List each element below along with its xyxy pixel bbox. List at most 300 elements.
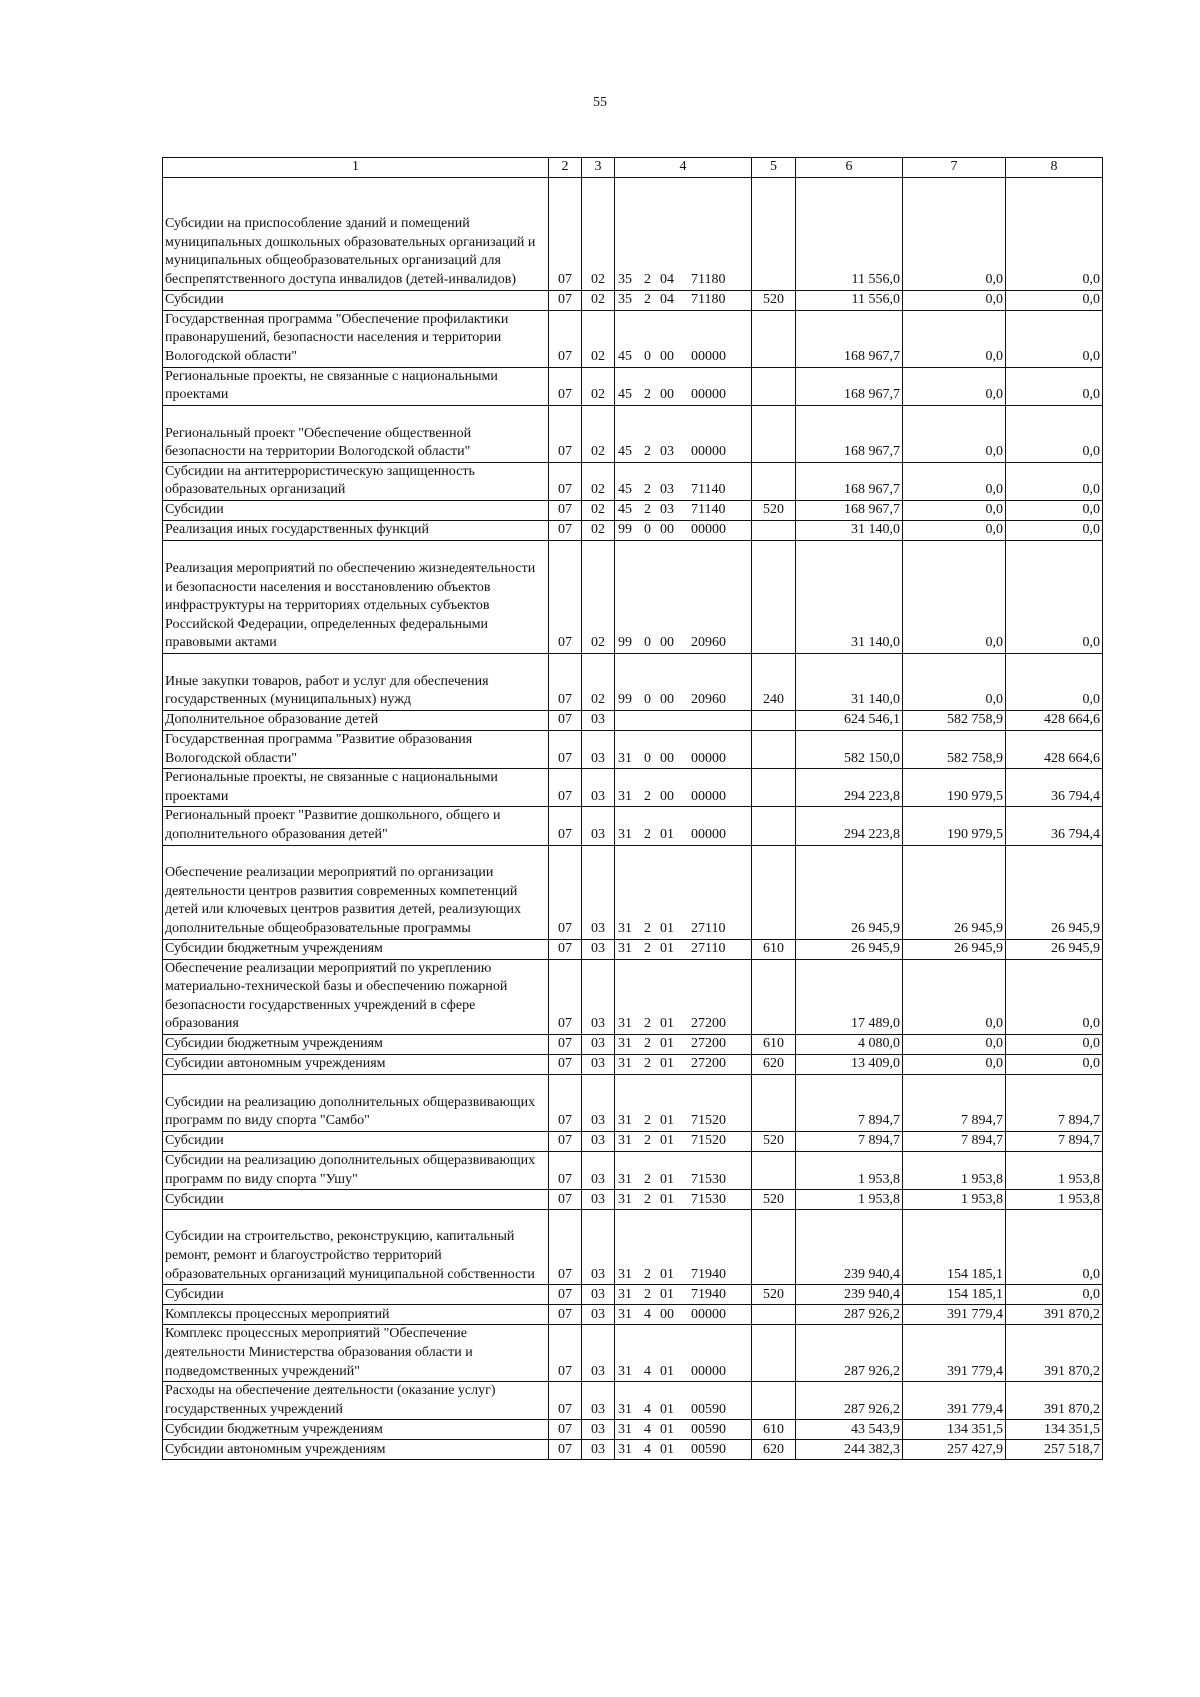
- col-header-6: 6: [796, 158, 903, 178]
- row-subsection-code: 03: [582, 959, 615, 1034]
- target-article-part-1: 35: [618, 292, 632, 307]
- target-article-part-1: 31: [618, 1191, 632, 1207]
- row-amount-col8: 0,0: [1006, 177, 1103, 290]
- row-amount-col7: 154 185,1: [903, 1210, 1006, 1285]
- row-section-code: 07: [549, 1305, 582, 1325]
- target-article-part-4: 71530: [691, 1171, 726, 1187]
- row-amount-col6: 239 940,4: [796, 1285, 903, 1305]
- row-amount-col6: 168 967,7: [796, 367, 903, 405]
- target-article-part-3: 01: [660, 1016, 674, 1032]
- target-article-part-1: 31: [618, 1363, 632, 1379]
- row-description: Субсидии на реализацию дополнительных общеразвивающих программ по виду спорта "Ушу": [163, 1151, 549, 1189]
- target-article-part-4: 20960: [691, 635, 726, 651]
- row-subsection-code: 03: [582, 1074, 615, 1131]
- row-expense-type-code: [752, 1210, 796, 1285]
- row-amount-col8: 26 945,9: [1006, 939, 1103, 959]
- row-expense-type-code: 620: [752, 1440, 796, 1460]
- row-amount-col7: 0,0: [903, 959, 1006, 1034]
- row-section-code: 07: [549, 367, 582, 405]
- table-row: [163, 367, 1103, 405]
- col-header-7: 7: [903, 158, 1006, 178]
- table-row: [163, 1151, 1103, 1189]
- row-amount-col7: 0,0: [903, 290, 1006, 310]
- row-subsection-code: 03: [582, 939, 615, 959]
- row-amount-col8: 0,0: [1006, 1054, 1103, 1074]
- target-article-part-3: 00: [660, 635, 674, 651]
- row-section-code: 07: [549, 520, 582, 540]
- target-article-part-4: 00000: [691, 349, 726, 364]
- target-article-part-1: 99: [618, 635, 632, 651]
- row-expense-type-code: [752, 1151, 796, 1189]
- row-amount-col6: 239 940,4: [796, 1210, 903, 1285]
- row-expense-type-code: [752, 367, 796, 405]
- table-row: [163, 1074, 1103, 1131]
- budget-table: [162, 157, 1103, 1460]
- row-amount-col6: 26 945,9: [796, 939, 903, 959]
- row-expense-type-code: [752, 730, 796, 768]
- target-article-part-1: 31: [618, 788, 632, 804]
- table-row: [163, 1034, 1103, 1054]
- target-article-part-2: 2: [644, 1171, 651, 1187]
- col-header-1: 1: [163, 158, 549, 178]
- row-subsection-code: 03: [582, 1131, 615, 1151]
- row-target-article-code: [615, 500, 752, 520]
- row-expense-type-code: 520: [752, 290, 796, 310]
- row-amount-col6: 294 223,8: [796, 807, 903, 845]
- row-description: Субсидии автономным учреждениям: [163, 1440, 549, 1460]
- row-description: Региональный проект "Обеспечение общественной безопасности на территории Вологодской области": [163, 405, 549, 462]
- row-section-code: 07: [549, 845, 582, 939]
- row-subsection-code: 03: [582, 1382, 615, 1420]
- target-article-part-1: 31: [618, 1266, 632, 1282]
- target-article-part-1: 31: [618, 1286, 632, 1302]
- table-row: [163, 1190, 1103, 1210]
- row-target-article-code: [615, 462, 752, 500]
- row-description: Государственная программа "Обеспечение профилактики правонарушений, безопасности населения и территории Вологодской области": [163, 310, 549, 367]
- target-article-part-1: 99: [618, 692, 632, 708]
- row-amount-col8: 0,0: [1006, 367, 1103, 405]
- row-target-article-code: [615, 710, 752, 730]
- row-amount-col7: 190 979,5: [903, 769, 1006, 807]
- row-expense-type-code: [752, 1305, 796, 1325]
- target-article-part-4: 71140: [691, 502, 726, 518]
- row-expense-type-code: [752, 1325, 796, 1382]
- row-expense-type-code: 240: [752, 653, 796, 710]
- row-section-code: 07: [549, 959, 582, 1034]
- row-section-code: 07: [549, 310, 582, 367]
- table-row: [163, 310, 1103, 367]
- row-subsection-code: 03: [582, 1305, 615, 1325]
- row-amount-col7: 7 894,7: [903, 1074, 1006, 1131]
- row-amount-col8: 0,0: [1006, 653, 1103, 710]
- row-section-code: 07: [549, 1285, 582, 1305]
- col-header-3: 3: [582, 158, 615, 178]
- target-article-part-3: 00: [660, 349, 674, 364]
- row-section-code: 07: [549, 405, 582, 462]
- target-article-part-4: 71520: [691, 1113, 726, 1129]
- target-article-part-4: 00590: [691, 1401, 726, 1417]
- row-description: Субсидии: [163, 1285, 549, 1305]
- row-amount-col7: 257 427,9: [903, 1440, 1006, 1460]
- row-amount-col8: 0,0: [1006, 290, 1103, 310]
- target-article-part-2: 4: [644, 1441, 651, 1457]
- row-subsection-code: 03: [582, 769, 615, 807]
- target-article-part-4: 00590: [691, 1441, 726, 1457]
- header-row: [163, 158, 1103, 178]
- row-section-code: 07: [549, 500, 582, 520]
- table-row: [163, 710, 1103, 730]
- target-article-part-2: 0: [644, 349, 651, 364]
- row-amount-col7: 1 953,8: [903, 1151, 1006, 1189]
- row-amount-col6: 11 556,0: [796, 177, 903, 290]
- row-subsection-code: 03: [582, 1034, 615, 1054]
- row-amount-col7: 0,0: [903, 1054, 1006, 1074]
- row-subsection-code: 03: [582, 1054, 615, 1074]
- row-expense-type-code: [752, 845, 796, 939]
- row-expense-type-code: 610: [752, 1420, 796, 1440]
- row-section-code: 07: [549, 1440, 582, 1460]
- target-article-part-4: 27110: [691, 920, 726, 936]
- row-expense-type-code: 520: [752, 1131, 796, 1151]
- row-subsection-code: 02: [582, 367, 615, 405]
- row-description: Субсидии на приспособление зданий и помещений муниципальных дошкольных образовательных организаций и муниципальных общеобразовательных организаций для беспрепятственного доступа инвалидов (детей-инвалидов): [163, 177, 549, 290]
- target-article-part-1: 31: [618, 1036, 632, 1052]
- row-amount-col7: 26 945,9: [903, 939, 1006, 959]
- target-article-part-1: 31: [618, 1133, 632, 1149]
- row-description: Региональные проекты, не связанные с национальными проектами: [163, 367, 549, 405]
- target-article-part-4: 27200: [691, 1016, 726, 1032]
- row-section-code: 07: [549, 939, 582, 959]
- target-article-part-1: 31: [618, 1421, 632, 1437]
- table-row: [163, 769, 1103, 807]
- row-description: Региональные проекты, не связанные с национальными проектами: [163, 769, 549, 807]
- row-expense-type-code: [752, 405, 796, 462]
- row-description: Субсидии на строительство, реконструкцию, капитальный ремонт, ремонт и благоустройство территорий образовательных организаций муниципальной собственности: [163, 1210, 549, 1285]
- target-article-part-4: 71520: [691, 1133, 726, 1149]
- target-article-part-3: 01: [660, 1133, 674, 1149]
- target-article-part-2: 2: [644, 1036, 651, 1052]
- row-target-article-code: [615, 540, 752, 653]
- row-section-code: 07: [549, 1210, 582, 1285]
- target-article-part-2: 2: [644, 826, 651, 842]
- target-article-part-3: 00: [660, 692, 674, 708]
- row-amount-col6: 31 140,0: [796, 653, 903, 710]
- row-amount-col7: 1 953,8: [903, 1190, 1006, 1210]
- table-row: [163, 1210, 1103, 1285]
- row-amount-col8: 0,0: [1006, 462, 1103, 500]
- row-target-article-code: [615, 959, 752, 1034]
- page-number: 55: [593, 95, 607, 110]
- table-row: [163, 730, 1103, 768]
- row-amount-col6: 13 409,0: [796, 1054, 903, 1074]
- row-description: Дополнительное образование детей: [163, 710, 549, 730]
- target-article-part-2: 2: [644, 920, 651, 936]
- row-target-article-code: [615, 807, 752, 845]
- row-subsection-code: 02: [582, 653, 615, 710]
- row-amount-col6: 1 953,8: [796, 1151, 903, 1189]
- row-expense-type-code: [752, 1382, 796, 1420]
- target-article-part-4: 00000: [691, 826, 726, 842]
- row-amount-col8: 0,0: [1006, 310, 1103, 367]
- target-article-part-2: 0: [644, 692, 651, 708]
- row-section-code: 07: [549, 1420, 582, 1440]
- target-article-part-4: 71940: [691, 1266, 726, 1282]
- target-article-part-3: 01: [660, 1441, 674, 1457]
- table-body: [163, 177, 1103, 1460]
- row-expense-type-code: [752, 710, 796, 730]
- target-article-part-3: 01: [660, 826, 674, 842]
- row-description: Субсидии на антитеррористическую защищенность образовательных организаций: [163, 462, 549, 500]
- row-amount-col8: 134 351,5: [1006, 1420, 1103, 1440]
- row-target-article-code: [615, 405, 752, 462]
- row-expense-type-code: [752, 769, 796, 807]
- row-amount-col6: 168 967,7: [796, 462, 903, 500]
- target-article-part-4: 00000: [691, 522, 726, 538]
- row-amount-col6: 244 382,3: [796, 1440, 903, 1460]
- row-section-code: 07: [549, 807, 582, 845]
- row-description: Расходы на обеспечение деятельности (оказание услуг) государственных учреждений: [163, 1382, 549, 1420]
- row-amount-col8: 0,0: [1006, 500, 1103, 520]
- target-article-part-2: 0: [644, 750, 651, 766]
- row-section-code: 07: [549, 177, 582, 290]
- row-target-article-code: [615, 1074, 752, 1131]
- table-row: [163, 1440, 1103, 1460]
- row-target-article-code: [615, 310, 752, 367]
- table-row: [163, 653, 1103, 710]
- target-article-part-4: 27110: [691, 940, 726, 956]
- row-expense-type-code: 610: [752, 939, 796, 959]
- table-row: [163, 845, 1103, 939]
- row-target-article-code: [615, 730, 752, 768]
- row-expense-type-code: [752, 177, 796, 290]
- row-section-code: 07: [549, 1074, 582, 1131]
- row-target-article-code: [615, 520, 752, 540]
- row-description: Субсидии: [163, 1131, 549, 1151]
- row-description: Субсидии бюджетным учреждениям: [163, 1420, 549, 1440]
- target-article-part-4: 00000: [691, 1306, 726, 1322]
- target-article-part-1: 31: [618, 1171, 632, 1187]
- row-amount-col8: 26 945,9: [1006, 845, 1103, 939]
- row-section-code: 07: [549, 769, 582, 807]
- target-article-part-3: 01: [660, 1191, 674, 1207]
- row-description: Субсидии: [163, 500, 549, 520]
- table-row: [163, 520, 1103, 540]
- row-amount-col7: 391 779,4: [903, 1305, 1006, 1325]
- target-article-part-1: 99: [618, 522, 632, 538]
- row-amount-col6: 17 489,0: [796, 959, 903, 1034]
- target-article-part-4: 71180: [691, 272, 726, 287]
- row-section-code: 07: [549, 290, 582, 310]
- row-subsection-code: 03: [582, 710, 615, 730]
- row-amount-col7: 391 779,4: [903, 1382, 1006, 1420]
- target-article-part-3: 03: [660, 482, 674, 498]
- target-article-part-1: 45: [618, 349, 632, 364]
- table-row: [163, 1285, 1103, 1305]
- target-article-part-1: 31: [618, 1441, 632, 1457]
- target-article-part-1: 31: [618, 920, 632, 936]
- col-header-8: 8: [1006, 158, 1103, 178]
- row-amount-col8: 0,0: [1006, 540, 1103, 653]
- target-article-part-2: 2: [644, 272, 651, 287]
- row-amount-col7: 0,0: [903, 653, 1006, 710]
- row-target-article-code: [615, 1305, 752, 1325]
- target-article-part-1: 45: [618, 482, 632, 498]
- row-target-article-code: [615, 1034, 752, 1054]
- row-amount-col6: 7 894,7: [796, 1074, 903, 1131]
- row-description: Комплекс процессных мероприятий "Обеспечение деятельности Министерства образования области и подведомственных учреждений": [163, 1325, 549, 1382]
- row-amount-col7: 0,0: [903, 177, 1006, 290]
- row-expense-type-code: [752, 1074, 796, 1131]
- target-article-part-2: 2: [644, 1016, 651, 1032]
- row-subsection-code: 03: [582, 1440, 615, 1460]
- table-row: [163, 1382, 1103, 1420]
- target-article-part-3: 01: [660, 1266, 674, 1282]
- table-row: [163, 807, 1103, 845]
- row-amount-col6: 31 140,0: [796, 520, 903, 540]
- row-section-code: 07: [549, 540, 582, 653]
- row-section-code: 07: [549, 462, 582, 500]
- target-article-part-3: 04: [660, 272, 674, 287]
- row-section-code: 07: [549, 1054, 582, 1074]
- target-article-part-2: 4: [644, 1306, 651, 1322]
- row-subsection-code: 03: [582, 1210, 615, 1285]
- row-description: Субсидии бюджетным учреждениям: [163, 939, 549, 959]
- row-subsection-code: 02: [582, 405, 615, 462]
- row-amount-col7: 0,0: [903, 540, 1006, 653]
- row-amount-col6: 26 945,9: [796, 845, 903, 939]
- row-amount-col6: 287 926,2: [796, 1305, 903, 1325]
- target-article-part-4: 00000: [691, 1363, 726, 1379]
- row-description: Субсидии: [163, 1190, 549, 1210]
- target-article-part-3: 01: [660, 1056, 674, 1072]
- row-section-code: 07: [549, 1131, 582, 1151]
- row-description: Обеспечение реализации мероприятий по организации деятельности центров развития современных компетенций детей или ключевых центров развития детей, реализующих дополнительные общеобразовательные программы: [163, 845, 549, 939]
- table-row: [163, 177, 1103, 290]
- target-article-part-3: 01: [660, 940, 674, 956]
- row-amount-col8: 428 664,6: [1006, 730, 1103, 768]
- target-article-part-4: 00590: [691, 1421, 726, 1437]
- target-article-part-3: 01: [660, 1286, 674, 1302]
- target-article-part-1: 31: [618, 1056, 632, 1072]
- row-amount-col7: 0,0: [903, 367, 1006, 405]
- row-amount-col8: 0,0: [1006, 520, 1103, 540]
- target-article-part-1: 35: [618, 272, 632, 287]
- target-article-part-3: 01: [660, 1113, 674, 1129]
- target-article-part-2: 2: [644, 1133, 651, 1149]
- table-row: [163, 500, 1103, 520]
- row-amount-col8: 36 794,4: [1006, 807, 1103, 845]
- target-article-part-3: 01: [660, 920, 674, 936]
- target-article-part-4: 71530: [691, 1191, 726, 1207]
- target-article-part-2: 2: [644, 940, 651, 956]
- row-description: Комплексы процессных мероприятий: [163, 1305, 549, 1325]
- row-subsection-code: 02: [582, 520, 615, 540]
- target-article-part-2: 2: [644, 444, 651, 460]
- target-article-part-2: 2: [644, 1286, 651, 1302]
- row-target-article-code: [615, 1210, 752, 1285]
- row-amount-col8: 0,0: [1006, 1034, 1103, 1054]
- target-article-part-2: 2: [644, 1113, 651, 1129]
- row-description: Субсидии: [163, 290, 549, 310]
- target-article-part-2: 0: [644, 635, 651, 651]
- row-target-article-code: [615, 939, 752, 959]
- row-target-article-code: [615, 1382, 752, 1420]
- row-section-code: 07: [549, 710, 582, 730]
- row-target-article-code: [615, 769, 752, 807]
- row-section-code: 07: [549, 1151, 582, 1189]
- table-row: [163, 1325, 1103, 1382]
- row-amount-col6: 287 926,2: [796, 1325, 903, 1382]
- target-article-part-3: 01: [660, 1363, 674, 1379]
- row-expense-type-code: 520: [752, 1190, 796, 1210]
- row-amount-col7: 0,0: [903, 405, 1006, 462]
- table-row: [163, 540, 1103, 653]
- row-subsection-code: 02: [582, 462, 615, 500]
- row-amount-col7: 134 351,5: [903, 1420, 1006, 1440]
- row-amount-col7: 0,0: [903, 310, 1006, 367]
- target-article-part-3: 03: [660, 502, 674, 518]
- col-header-4: 4: [615, 158, 752, 178]
- row-subsection-code: 03: [582, 1285, 615, 1305]
- row-expense-type-code: 620: [752, 1054, 796, 1074]
- table-row: [163, 405, 1103, 462]
- row-amount-col6: 294 223,8: [796, 769, 903, 807]
- row-subsection-code: 02: [582, 540, 615, 653]
- row-amount-col8: 0,0: [1006, 959, 1103, 1034]
- target-article-part-3: 03: [660, 444, 674, 460]
- target-article-part-1: 31: [618, 826, 632, 842]
- row-subsection-code: 03: [582, 845, 615, 939]
- row-amount-col8: 1 953,8: [1006, 1190, 1103, 1210]
- row-subsection-code: 02: [582, 310, 615, 367]
- table-row: [163, 462, 1103, 500]
- row-amount-col7: 391 779,4: [903, 1325, 1006, 1382]
- row-amount-col8: 0,0: [1006, 1285, 1103, 1305]
- row-amount-col6: 11 556,0: [796, 290, 903, 310]
- target-article-part-4: 71940: [691, 1286, 726, 1302]
- row-subsection-code: 03: [582, 1190, 615, 1210]
- row-target-article-code: [615, 1131, 752, 1151]
- row-target-article-code: [615, 1151, 752, 1189]
- row-section-code: 07: [549, 1190, 582, 1210]
- row-subsection-code: 03: [582, 730, 615, 768]
- target-article-part-3: 00: [660, 788, 674, 804]
- row-amount-col6: 7 894,7: [796, 1131, 903, 1151]
- target-article-part-4: 00000: [691, 444, 726, 460]
- row-amount-col7: 0,0: [903, 462, 1006, 500]
- row-section-code: 07: [549, 730, 582, 768]
- table-row: [163, 1420, 1103, 1440]
- row-target-article-code: [615, 1285, 752, 1305]
- row-expense-type-code: [752, 310, 796, 367]
- target-article-part-1: 45: [618, 444, 632, 460]
- target-article-part-3: 01: [660, 1171, 674, 1187]
- row-amount-col6: 624 546,1: [796, 710, 903, 730]
- target-article-part-2: 0: [644, 522, 651, 538]
- target-article-part-2: 2: [644, 292, 651, 307]
- row-expense-type-code: [752, 959, 796, 1034]
- row-target-article-code: [615, 1325, 752, 1382]
- target-article-part-3: 01: [660, 1421, 674, 1437]
- col-header-2: 2: [549, 158, 582, 178]
- target-article-part-2: 2: [644, 1191, 651, 1207]
- target-article-part-4: 71140: [691, 482, 726, 498]
- row-amount-col6: 1 953,8: [796, 1190, 903, 1210]
- table-row: [163, 1131, 1103, 1151]
- row-section-code: 07: [549, 1382, 582, 1420]
- row-section-code: 07: [549, 1034, 582, 1054]
- row-description: Субсидии автономным учреждениям: [163, 1054, 549, 1074]
